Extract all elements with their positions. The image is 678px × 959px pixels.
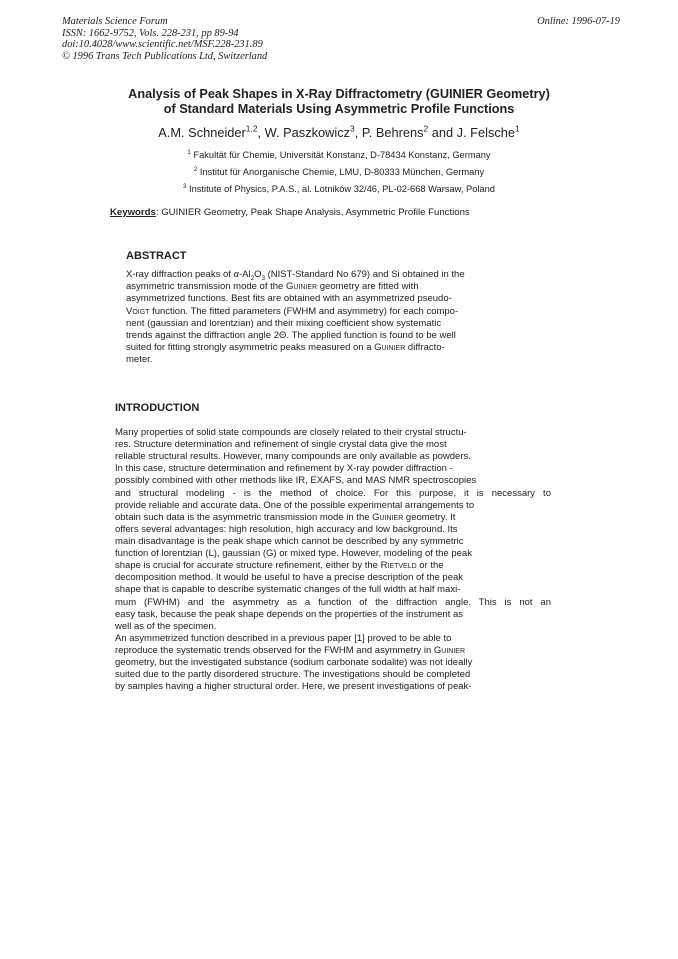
text-line: possibly combined with other methods like IR, EXAFS, and MAS NMR spectroscopies	[115, 475, 477, 487]
text-line: and structural modeling - is the method of choice. For this purpose, it is necessary to	[115, 487, 551, 499]
text-line: meter.	[126, 354, 153, 366]
text-line: reproduce the systematic trends observed for the FWHM and asymmetry in Guinier	[115, 644, 466, 656]
author: A.M. Schneider$^{1,2}$	[158, 123, 258, 140]
text-line: suited for fitting strongly asymmetric peaks measured on a Guinier diffracto-	[126, 342, 445, 354]
title-line-1: Analysis of Peak Shapes in X-Ray Diffractometry (GUINIER Geometry)	[128, 87, 550, 101]
paper-title	[0, 87, 678, 117]
text-line: res. Structure determination and refinement of single crystal data give the most	[115, 439, 447, 451]
journal-header	[62, 16, 267, 62]
author: P. Behrens$^2$	[361, 123, 429, 140]
keywords-label: Keywords	[110, 207, 156, 218]
text-line: Voigt function. The fitted parameters (FWHM and asymmetry) for each compo-	[126, 305, 459, 317]
copyright-line: © 1996 Trans Tech Publications Ltd, Switzerland	[62, 50, 268, 62]
text-line: mum (FWHM) and the asymmetry as a function of the diffraction angle. This is not an	[115, 596, 551, 608]
text-line: asymmetrized functions. Best fits are obtained with an asymmetrized pseudo-	[126, 293, 452, 305]
text-line: function of lorentzian (L), gaussian (G) or mixed type. However, modeling of the peak	[115, 548, 472, 560]
text-line: reliable structural results. However, many compounds are only available as powders.	[115, 451, 471, 463]
text-line: decomposition method. It would be useful to have a precise description of the peak	[115, 572, 464, 584]
abstract-text	[126, 269, 538, 367]
text-line: X-ray diffraction peaks of $\alpha-Al_2O_3$ (NIST-Standard No 679) and Si obtained in the	[126, 269, 465, 282]
text-line: nent (gaussian and lorentzian) and their mixing coefficient show systematic	[126, 317, 442, 329]
text-line: asymmetric transmission mode of the Guinier geometry are fitted with	[126, 281, 419, 293]
introduction-heading: INTRODUCTION	[115, 402, 200, 414]
title-line-2: of Standard Materials Using Asymmetric Profile Functions	[163, 102, 515, 116]
text-line: Many properties of solid state compounds are closely related to their crystal structu-	[115, 427, 467, 438]
text-line: easy task, because the peak shape depends on the properties of the instrument as	[115, 608, 464, 620]
author: W. Paszkowicz$^3$	[264, 123, 355, 140]
keywords	[110, 207, 470, 219]
introduction-text	[115, 427, 551, 693]
text-line: obtain such data is the asymmetric transmission mode in the Guinier geometry. It	[115, 511, 456, 523]
text-line: suited due to the partly disordered structure. The investigations should be completed	[115, 669, 471, 681]
text-line: geometry, but the investigated substance (sodium carbonate sodalite) was not ideally	[115, 657, 473, 669]
text-line: In this case, structure determination and refinement by X-ray powder diffraction -	[115, 463, 453, 475]
abstract-heading: ABSTRACT	[126, 250, 187, 262]
journal-name: Materials Science Forum	[62, 16, 168, 27]
text-line: main disadvantage is the peak shape which cannot be described by any symmetric	[115, 535, 464, 547]
author: J. Felsche$^1$	[456, 123, 520, 140]
text-line: offers several advantages: high resolution, high accuracy and low background. Its	[115, 523, 458, 535]
text-line: provide reliable and accurate data. One of the possible experimental arrangements to	[115, 499, 475, 511]
text-line: An asymmetrized function described in a previous paper [1] proved to be able to	[115, 632, 452, 644]
online-date: Online: 1996-07-19	[537, 16, 620, 27]
affiliation-2: $^2$ Institut für Anorganische Chemie, LMU, D-80333 München, Germany	[193, 165, 485, 177]
author-list: A.M. Schneider$^{1,2}$, W. Paszkowicz$^3$, P. Behrens$^2$ and J. Felsche$^1$	[158, 123, 520, 140]
text-line: by samples having a higher structural order. Here, we present investigations of peak-	[115, 681, 472, 693]
doi-link[interactable]: doi:10.4028/www.scientific.net/MSF.228-231.89	[62, 39, 263, 51]
text-line: shape that is capable to describe systematic changes of the full width at half maxi-	[115, 584, 461, 596]
text-line: trends against the diffraction angle 2Θ. The applied function is found to be well	[126, 329, 456, 341]
text-line: shape is crucial for accurate structure refinement, either by the Rietveld or the	[115, 560, 444, 572]
text-line: well as of the specimen.	[115, 620, 217, 632]
affiliation-3: $^3$ Institute of Physics, P.A.S., al. Lotników 32/46, PL-02-668 Warsaw, Poland	[183, 182, 495, 194]
issn-line: ISSN: 1662-9752, Vols. 228-231, pp 89-94	[62, 27, 239, 39]
affiliation-1: $^1$ Fakultät für Chemie, Universität Konstanz, D-78434 Konstanz, Germany	[187, 148, 491, 160]
keywords-text: : GUINIER Geometry, Peak Shape Analysis, Asymmetric Profile Functions	[155, 207, 470, 218]
